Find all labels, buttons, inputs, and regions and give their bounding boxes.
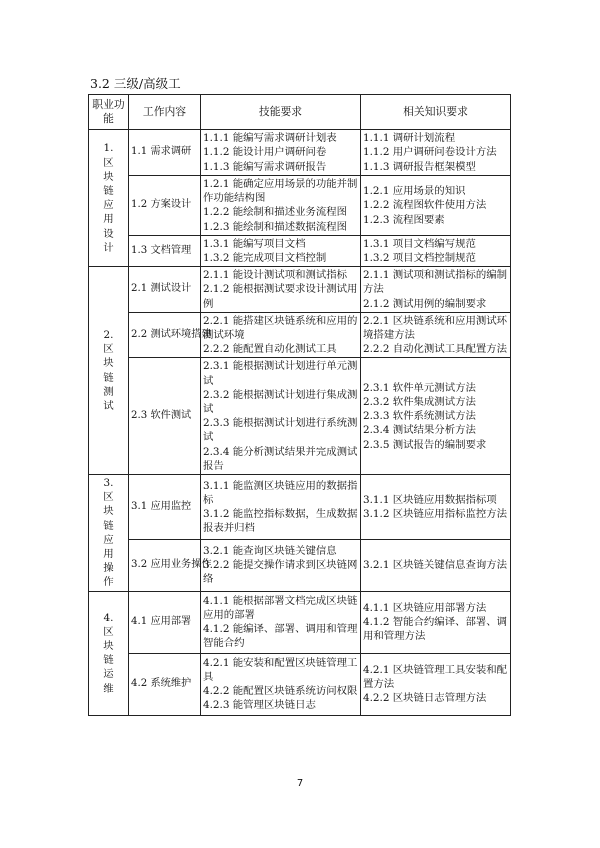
function-label-char: 用	[103, 548, 114, 561]
function-label-char: 链	[103, 371, 114, 384]
knowledge-requirements-cell	[361, 653, 511, 715]
knowledge-requirements-cell	[361, 176, 511, 236]
knowledge-item: 3.1.2 区块链应用指标监控方法	[363, 507, 508, 520]
knowledge-item: 1.1.2 用户调研问卷设计方法	[363, 146, 497, 159]
table-row	[89, 653, 511, 715]
skill-item: 2.3.2 能根据测试计划进行集成测试	[203, 388, 358, 416]
function-cell	[89, 475, 129, 592]
knowledge-item: 2.3.1 软件单元测试方法	[363, 381, 476, 394]
function-label-char: 块	[103, 639, 114, 652]
function-label-char: 试	[103, 400, 114, 413]
skill-item: 3.2.1 能查询区块链关键信息	[203, 544, 337, 557]
function-label-char: 链	[103, 184, 114, 197]
function-label-char: 应	[103, 533, 114, 546]
skill-item: 1.3.2 能完成项目文档控制	[203, 252, 327, 265]
skill-item: 1.1.1 能编写需求调研计划表	[203, 132, 337, 145]
table-row	[89, 130, 511, 176]
knowledge-requirements-cell	[361, 312, 511, 358]
function-label-char: 用	[103, 213, 114, 226]
work-content-cell: 1.1 需求调研	[129, 130, 201, 176]
skill-item: 3.1.2 能监控指标数据，生成数据报表并归档	[203, 507, 358, 535]
function-cell	[89, 591, 129, 715]
knowledge-requirements-cell	[361, 591, 511, 653]
knowledge-item: 1.2.3 流程图要素	[363, 213, 445, 226]
table-row	[89, 312, 511, 358]
skill-requirements-cell	[201, 653, 361, 715]
page-number: 7	[296, 778, 304, 789]
function-label-char: 区	[103, 343, 114, 356]
header-skill-requirements: 技能要求	[201, 95, 361, 130]
work-content-cell: 2.3 软件测试	[129, 358, 201, 475]
knowledge-item: 3.2.1 区块链关键信息查询方法	[363, 559, 508, 572]
function-label-char: 区	[103, 625, 114, 638]
skill-requirements-cell	[201, 312, 361, 358]
knowledge-requirements-cell	[361, 267, 511, 313]
knowledge-item: 2.3.4 测试结果分析方法	[363, 424, 476, 437]
work-content-cell: 1.3 文档管理	[129, 235, 201, 266]
knowledge-item: 2.3.3 软件系统测试方法	[363, 410, 476, 423]
work-content-cell: 4.2 系统维护	[129, 653, 201, 715]
table-row	[89, 358, 511, 475]
skill-item: 2.3.1 能根据测试计划进行单元测试	[203, 360, 358, 387]
skill-item: 4.1.2 能编译、部署、调用和管理智能合约	[203, 623, 358, 650]
function-label-char: 块	[103, 170, 114, 183]
skill-item: 2.2.2 能配置自动化测试工具	[203, 343, 337, 356]
skill-requirements-cell	[201, 591, 361, 653]
function-cell	[89, 267, 129, 475]
skill-item: 2.3.4 能分析测试结果并完成测试报告	[203, 445, 358, 472]
function-label-char: 计	[103, 241, 114, 254]
skill-item: 4.2.3 能管理区块链日志	[203, 699, 316, 712]
skill-item: 1.1.3 能编写需求调研报告	[203, 160, 327, 173]
work-content-cell: 2.1 测试设计	[129, 267, 201, 313]
function-label-char: 链	[103, 654, 114, 667]
skill-item: 2.2.1 能搭建区块链系统和应用的测试环境	[203, 314, 358, 342]
work-content-cell: 2.2 测试环境搭建	[129, 312, 201, 358]
function-label-char: 运	[103, 668, 114, 681]
skill-item: 4.2.1 能安装和配置区块链管理工具	[203, 656, 358, 683]
knowledge-item: 1.1.3 调研报告框架模型	[363, 160, 476, 173]
skill-requirements-cell	[201, 235, 361, 266]
knowledge-requirements-cell	[361, 235, 511, 266]
knowledge-requirements-cell	[361, 130, 511, 176]
header-work-content: 工作内容	[129, 95, 201, 130]
function-label-char: 操	[103, 562, 114, 575]
function-label-char: 作	[103, 576, 114, 589]
knowledge-requirements-cell	[361, 475, 511, 540]
skill-requirements-cell	[201, 267, 361, 313]
function-label-char: 4.	[103, 611, 114, 624]
work-content-cell: 4.1 应用部署	[129, 591, 201, 653]
section-title: 3.2 三级/高级工	[90, 76, 181, 91]
knowledge-item: 4.2.1 区块链管理工具安装和配置方法	[363, 663, 508, 691]
knowledge-item: 2.1.1 测试项和测试指标的编制方法	[363, 269, 508, 296]
skill-item: 3.1.1 能监测区块链应用的数据指标	[203, 479, 358, 506]
knowledge-item: 2.1.2 测试用例的编制要求	[363, 297, 487, 310]
function-label-char: 区	[103, 491, 114, 504]
skill-item: 4.1.1 能根据部署文档完成区块链应用的部署	[203, 594, 358, 621]
knowledge-item: 2.2.1 区块链系统和应用测试环境搭建方法	[363, 314, 508, 342]
skill-requirements-cell	[201, 130, 361, 176]
function-label-char: 块	[103, 505, 114, 518]
function-label-char: 链	[103, 519, 114, 532]
table-row	[89, 235, 511, 266]
skill-requirements-cell	[201, 176, 361, 236]
work-content-cell: 3.1 应用监控	[129, 475, 201, 540]
knowledge-item: 4.2.2 区块链日志管理方法	[363, 692, 487, 705]
knowledge-item: 4.1.1 区块链应用部署方法	[363, 601, 487, 614]
function-label-char: 应	[103, 199, 114, 212]
skill-item: 1.2.3 能绘制和描述数据流程图	[203, 220, 348, 233]
table-row	[89, 539, 511, 591]
knowledge-item: 2.3.5 测试报告的编制要求	[363, 438, 487, 451]
knowledge-item: 1.1.1 调研计划流程	[363, 132, 456, 145]
skill-item: 1.3.1 能编写项目文档	[203, 237, 306, 250]
skill-item: 2.1.1 能设计测试项和测试指标	[203, 269, 348, 282]
function-label-char: 2.	[103, 329, 114, 342]
skill-requirements-cell	[201, 539, 361, 591]
function-label-char: 块	[103, 357, 114, 370]
function-label-char: 1.	[103, 142, 114, 155]
knowledge-item: 1.2.2 流程图软件使用方法	[363, 199, 487, 212]
work-content-cell: 1.2 方案设计	[129, 176, 201, 236]
knowledge-item: 2.3.2 软件集成测试方法	[363, 395, 476, 408]
header-knowledge-requirements: 相关知识要求	[361, 95, 511, 130]
knowledge-requirements-cell	[361, 358, 511, 475]
table-row	[89, 475, 511, 540]
skill-requirements-table	[88, 94, 511, 716]
work-content-cell: 3.2 应用业务操作	[129, 539, 201, 591]
skill-item: 2.3.3 能根据测试计划进行系统测试	[203, 417, 358, 444]
function-label-char: 维	[103, 682, 114, 695]
knowledge-item: 3.1.1 区块链应用数据指标项	[363, 493, 497, 506]
skill-item: 1.2.2 能绘制和描述业务流程图	[203, 206, 348, 219]
knowledge-item: 1.3.2 项目文档控制规范	[363, 252, 476, 265]
skill-item: 4.2.2 能配置区块链系统访问权限	[203, 685, 358, 698]
knowledge-requirements-cell	[361, 539, 511, 591]
skill-requirements-cell	[201, 475, 361, 540]
table-header-row	[89, 95, 511, 130]
knowledge-item: 1.3.1 项目文档编写规范	[363, 237, 476, 250]
function-label-char: 3.	[103, 477, 114, 490]
function-cell	[89, 130, 129, 267]
table-row	[89, 267, 511, 313]
skill-item: 3.2.2 能提交操作请求到区块链网络	[203, 559, 358, 586]
function-label-char: 设	[103, 227, 114, 240]
skill-requirements-cell	[201, 358, 361, 475]
skill-item: 2.1.2 能根据测试要求设计测试用例	[203, 283, 358, 310]
function-label-char: 区	[103, 156, 114, 169]
function-label-char: 测	[103, 385, 114, 398]
knowledge-item: 1.2.1 应用场景的知识	[363, 185, 466, 198]
skill-item: 1.2.1 能确定应用场景的功能并制作功能结构图	[203, 178, 358, 205]
header-function: 职业功能	[89, 95, 129, 130]
knowledge-item: 2.2.2 自动化测试工具配置方法	[363, 343, 508, 356]
table-row	[89, 176, 511, 236]
table-row	[89, 591, 511, 653]
skill-item: 1.1.2 能设计用户调研问卷	[203, 146, 327, 159]
knowledge-item: 4.1.2 智能合约编译、部署、调用和管理方法	[363, 616, 508, 643]
